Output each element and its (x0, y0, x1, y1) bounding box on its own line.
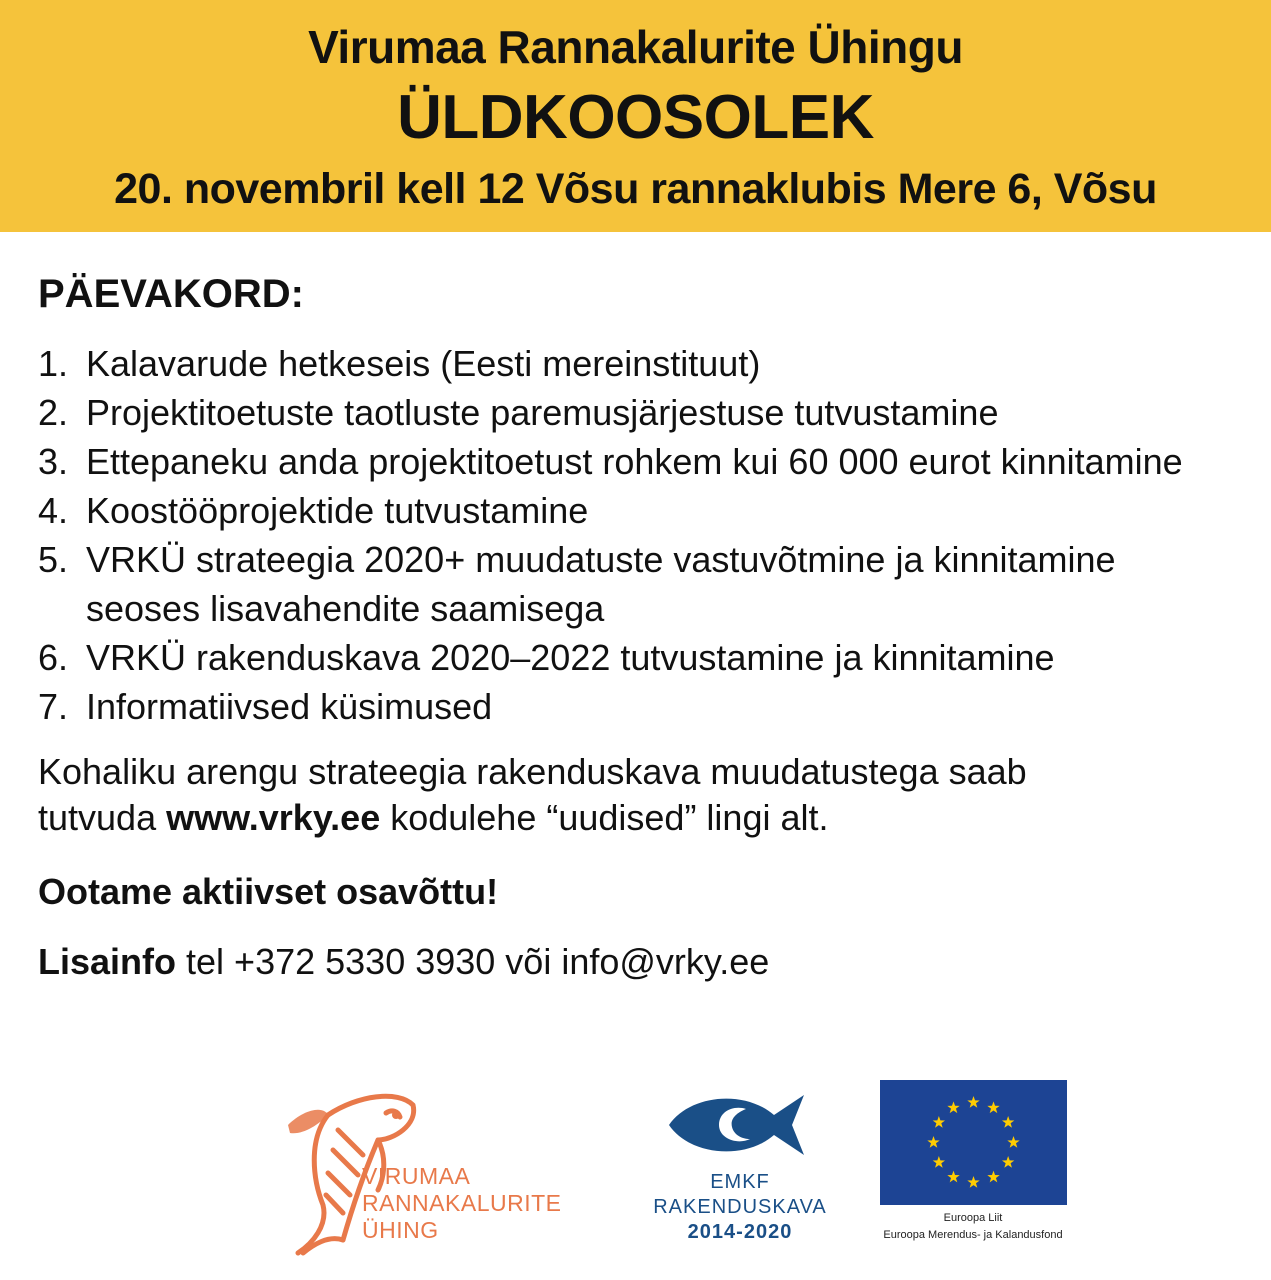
vrku-logo-text (362, 1163, 561, 1244)
main-content (38, 272, 1238, 983)
agenda-item-number: 2. (38, 392, 69, 433)
event-title: ÜLDKOOSOLEK (397, 83, 874, 152)
agenda-item (38, 437, 1238, 486)
info-paragraph (38, 749, 1238, 841)
header-banner (0, 0, 1271, 232)
agenda-item-text: Kalavarude hetkeseis (Eesti mereinstituut) (86, 343, 761, 384)
agenda-item (38, 486, 1238, 535)
emkf-fish-logo-icon (664, 1087, 814, 1162)
eu-flag-icon (880, 1080, 1067, 1205)
agenda-item-text: Ettepaneku anda projektitoetust rohkem kui 60 000 eurot kinnitamine (86, 441, 1183, 482)
agenda-item-number: 5. (38, 539, 69, 580)
eu-logo-text (860, 1210, 1086, 1244)
agenda-list (38, 339, 1238, 731)
agenda-item (38, 682, 1238, 731)
contact-info (38, 941, 1238, 983)
agenda-item-text: VRKÜ strateegia 2020+ muudatuste vastuvõtmine ja kinnitamine seoses lisavahendite saamisega (86, 539, 1116, 629)
agenda-item-number: 4. (38, 490, 69, 531)
emkf-logo-years: 2014-2020 (687, 1221, 793, 1243)
agenda-item-text: Informatiivsed küsimused (86, 686, 493, 727)
agenda-item-number: 3. (38, 441, 69, 482)
agenda-item (38, 633, 1238, 682)
info-line-2-prefix: tutvuda (38, 797, 167, 838)
emkf-logo-line: RAKENDUSKAVA (653, 1196, 827, 1218)
agenda-item (38, 388, 1238, 437)
emkf-logo-text (640, 1170, 840, 1245)
agenda-item-number: 1. (38, 343, 69, 384)
logo-bar (0, 1075, 1271, 1275)
eu-logo-line: Euroopa Liit (943, 1212, 1003, 1224)
vrku-logo-line: RANNAKALURITE (362, 1190, 562, 1216)
agenda-item-number: 7. (38, 686, 69, 727)
agenda-item-text: VRKÜ rakenduskava 2020–2022 tutvustamine ja kinnitamine (86, 637, 1055, 678)
contact-details: tel +372 5330 3930 või info@vrky.ee (176, 941, 770, 982)
info-line-1: Kohaliku arengu strateegia rakenduskava muudatustega saab (38, 751, 1027, 792)
agenda-heading: PÄEVAKORD: (38, 272, 304, 316)
event-date-location: 20. novembril kell 12 Võsu rannaklubis Mere 6, Võsu (114, 165, 1157, 213)
call-to-action: Ootame aktiivset osavõttu! (38, 871, 499, 912)
info-line-2-suffix: kodulehe “uudised” lingi alt. (380, 797, 829, 838)
emkf-logo-line: EMKF (710, 1171, 770, 1193)
eu-logo-line: Euroopa Merendus- ja Kalandusfond (883, 1229, 1063, 1241)
contact-label: Lisainfo (38, 941, 177, 982)
agenda-item (38, 339, 1238, 388)
vrku-logo-line: ÜHING (362, 1217, 439, 1243)
website-link[interactable]: www.vrky.ee (166, 797, 381, 838)
agenda-item-text: Projektitoetuste taotluste paremusjärjestuse tutvustamine (86, 392, 999, 433)
agenda-item-number: 6. (38, 637, 69, 678)
agenda-item-text: Koostööprojektide tutvustamine (86, 490, 589, 531)
vrku-logo-line: VIRUMAA (362, 1163, 471, 1189)
agenda-item (38, 535, 1238, 633)
organization-name: Virumaa Rannakalurite Ühingu (308, 21, 963, 73)
